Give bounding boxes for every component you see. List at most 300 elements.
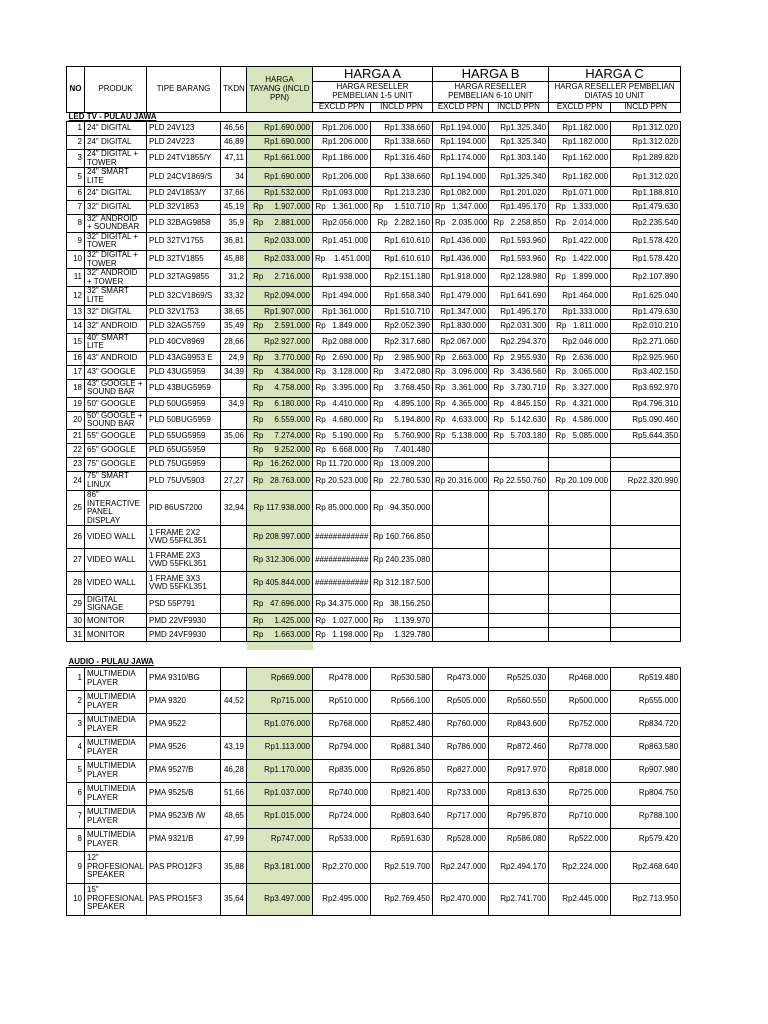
tkdn-value: 32,94 [221,491,247,526]
price-a-incld: Rp1.610.610 [371,232,433,250]
price-b-excld: Rp 20.316.000 [433,472,489,491]
price-c-excld: Rp1.182.000 [549,168,611,186]
item-type: PLD 32TV1755 [147,232,221,250]
tkdn-value: 34 [221,168,247,186]
price-b-excld: Rp 2.035.000 [433,214,489,232]
price-c-incld: Rp834.720 [611,713,681,736]
header-a-incld: INCLD PPN [371,103,433,113]
price-a-incld: Rp 240.235.080 [371,549,433,572]
table-row [67,883,681,915]
price-b-incld: Rp917.970 [489,759,549,782]
header-b-excld: EXCLD PPN [433,103,489,113]
price-b-excld [433,458,489,472]
price-a-excld: Rp1.206.000 [313,168,371,186]
price-a-incld: Rp1.510.710 [371,305,433,319]
row-no: 2 [67,690,85,713]
tkdn-value: 46,89 [221,136,247,150]
price-a-excld: Rp 1.027.000 [313,614,371,628]
price-a-excld: Rp 85.000.000 [313,491,371,526]
price-a-excld: Rp1.206.000 [313,122,371,136]
product-name: 32" DIGITAL [85,200,147,214]
tkdn-value: 34,9 [221,397,247,411]
price-c-excld [549,491,611,526]
price-a-excld: ############ [313,526,371,549]
price-b-excld: Rp 5.138.000 [433,430,489,444]
price-b-excld: Rp 2.663.000 [433,351,489,365]
table-row [67,305,681,319]
price-a-incld: Rp 5.760.900 [371,430,433,444]
price-a-excld: Rp 1.198.000 [313,628,371,642]
price-b-excld: Rp 4.633.000 [433,411,489,429]
table-row [67,136,681,150]
price-c-excld: Rp 4.586.000 [549,411,611,429]
price-c-incld: Rp2.468.640 [611,851,681,883]
price-c-incld: Rp4.796.310 [611,397,681,411]
price-b-excld [433,549,489,572]
price-tayang: Rp 1.425.000 [247,614,313,628]
row-no: 22 [67,444,85,458]
price-a-excld: Rp 1.361.000 [313,200,371,214]
header-sub-c: HARGA RESELLER PEMBELIAN DIATAS 10 UNIT [549,82,681,103]
price-c-excld: Rp778.000 [549,736,611,759]
product-name: 86" INTERACTIVE PANEL DISPLAY [85,491,147,526]
price-tayang: Rp2.927.000 [247,333,313,351]
item-type: PLD 40CV8969 [147,333,221,351]
price-b-incld: Rp1.495.170 [489,305,549,319]
price-c-excld: Rp 3.065.000 [549,365,611,379]
row-no: 13 [67,305,85,319]
price-c-incld: Rp2.271.060 [611,333,681,351]
spacer-cell [221,642,247,650]
tkdn-value: 31,2 [221,269,247,287]
row-no: 8 [67,828,85,851]
price-c-incld: Rp1.312.020 [611,136,681,150]
price-tayang: Rp 16.262.000 [247,458,313,472]
price-a-incld: Rp2.519.700 [371,851,433,883]
price-a-excld: Rp2.270.000 [313,851,371,883]
price-c-incld: Rp2.107.890 [611,269,681,287]
spacer-cell [85,650,147,658]
price-c-incld: Rp519.480 [611,667,681,690]
tkdn-value: 33,32 [221,287,247,305]
price-b-excld: Rp1.918.000 [433,269,489,287]
table-row [67,667,681,690]
table-row [67,411,681,429]
item-type: PLD 75UV5903 [147,472,221,491]
tkdn-value: 38,65 [221,305,247,319]
header-sub-b: HARGA RESELLER PEMBELIAN 6-10 UNIT [433,82,549,103]
item-type: PSD 55P791 [147,595,221,614]
item-type: PLD 32TV1855 [147,250,221,268]
row-no: 5 [67,168,85,186]
row-no: 24 [67,472,85,491]
tkdn-value: 48,65 [221,805,247,828]
row-no: 3 [67,713,85,736]
price-b-incld: Rp586.080 [489,828,549,851]
product-name: 32" DIGITAL + TOWER [85,250,147,268]
spacer-cell [433,642,489,650]
price-b-incld: Rp 3.730.710 [489,379,549,397]
price-tayang: Rp669.000 [247,667,313,690]
price-tayang: Rp 2.591.000 [247,319,313,333]
tkdn-value [221,713,247,736]
price-c-excld: Rp752.000 [549,713,611,736]
product-name: 24" DIGITAL + TOWER [85,150,147,168]
item-type: PAS PRO12F3 [147,851,221,883]
price-c-incld: Rp1.479.630 [611,200,681,214]
price-tayang: Rp1.690.000 [247,136,313,150]
price-a-excld: Rp 3.128.000 [313,365,371,379]
table-row [67,287,681,305]
price-c-incld: Rp5.644.350 [611,430,681,444]
product-name: 24" SMART LITE [85,168,147,186]
row-no: 30 [67,614,85,628]
price-a-incld: Rp 22.780.530 [371,472,433,491]
price-tayang: Rp 6.559.000 [247,411,313,429]
product-name: VIDEO WALL [85,526,147,549]
price-b-excld: Rp717.000 [433,805,489,828]
price-c-excld: Rp 1.333.000 [549,200,611,214]
price-b-incld: Rp2.741.700 [489,883,549,915]
price-b-incld: Rp2.031.300 [489,319,549,333]
row-no: 8 [67,214,85,232]
table-row [67,397,681,411]
spacer-cell [549,642,611,650]
price-a-excld: ############ [313,549,371,572]
spacer-cell [611,650,681,658]
price-b-incld: Rp 2.258.850 [489,214,549,232]
item-type: PMD 22VF9930 [147,614,221,628]
price-tayang: Rp2.094.000 [247,287,313,305]
table-row [67,186,681,200]
price-b-incld: Rp 5.703.180 [489,430,549,444]
price-a-incld: Rp1.338.660 [371,136,433,150]
price-c-excld [549,572,611,595]
price-c-excld: Rp500.000 [549,690,611,713]
product-name: MONITOR [85,614,147,628]
section-header-row [67,112,681,122]
price-c-incld: Rp3.402.150 [611,365,681,379]
header-harga-a: HARGA A [313,67,433,82]
spacer-cell [67,650,85,658]
row-no: 6 [67,186,85,200]
header-harga-b: HARGA B [433,67,549,82]
product-name: MULTIMEDIA PLAYER [85,805,147,828]
price-a-incld: Rp 1.510.710 [371,200,433,214]
item-type: 1 FRAME 2X3 VWD 55FKL351 [147,549,221,572]
price-b-excld: Rp473.000 [433,667,489,690]
price-b-incld: Rp813.630 [489,782,549,805]
product-name: MULTIMEDIA PLAYER [85,690,147,713]
product-name: 43" GOOGLE [85,365,147,379]
price-c-excld: Rp 1.899.000 [549,269,611,287]
price-a-excld: Rp835.000 [313,759,371,782]
price-c-excld: Rp468.000 [549,667,611,690]
price-b-incld [489,595,549,614]
item-type: PLD 32V1853 [147,200,221,214]
tkdn-value [221,444,247,458]
tkdn-value: 35,49 [221,319,247,333]
price-c-excld: Rp 2.636.000 [549,351,611,365]
row-no: 15 [67,333,85,351]
price-c-excld: Rp 3.327.000 [549,379,611,397]
price-tayang: Rp1.690.000 [247,122,313,136]
price-a-excld: Rp1.451.000 [313,232,371,250]
price-a-excld: Rp 11.720.000 [313,458,371,472]
row-no: 31 [67,628,85,642]
price-a-excld: Rp1.186.000 [313,150,371,168]
table-row [67,379,681,397]
price-tayang: Rp1.015.000 [247,805,313,828]
price-tayang: Rp 117.938.000 [247,491,313,526]
price-a-incld: Rp 1.139.970 [371,614,433,628]
product-name: MULTIMEDIA PLAYER [85,736,147,759]
price-tayang: Rp 4.384.000 [247,365,313,379]
table-row [67,214,681,232]
price-b-excld: Rp1.194.000 [433,122,489,136]
price-tayang: Rp 47.696.000 [247,595,313,614]
price-a-incld: Rp1.610.610 [371,250,433,268]
price-b-incld [489,614,549,628]
price-tayang: Rp 28.763.000 [247,472,313,491]
spacer-cell [371,642,433,650]
price-tayang: Rp 2.881.000 [247,214,313,232]
price-a-excld: Rp510.000 [313,690,371,713]
product-name: 32" DIGITAL [85,305,147,319]
table-row [67,713,681,736]
row-no: 1 [67,122,85,136]
price-tayang: Rp 7.274.000 [247,430,313,444]
product-name: DIGITAL SIGNAGE [85,595,147,614]
price-a-incld: Rp852.480 [371,713,433,736]
price-c-excld [549,549,611,572]
price-b-incld [489,572,549,595]
price-tayang: Rp3.181.000 [247,851,313,883]
price-tayang: Rp 9.252.000 [247,444,313,458]
row-no: 18 [67,379,85,397]
spacer-cell [221,650,247,658]
price-c-excld [549,614,611,628]
product-name: MULTIMEDIA PLAYER [85,828,147,851]
table-row [67,319,681,333]
price-c-excld: Rp2.046.000 [549,333,611,351]
row-no: 14 [67,319,85,333]
item-type: PLD 75UG5959 [147,458,221,472]
price-a-excld: Rp2.495.000 [313,883,371,915]
price-c-incld: Rp1.312.020 [611,168,681,186]
price-a-incld: Rp2.317.680 [371,333,433,351]
price-a-incld: Rp2.151.180 [371,269,433,287]
price-b-incld: Rp1.593.960 [489,250,549,268]
product-name: 65" GOOGLE [85,444,147,458]
price-c-incld [611,458,681,472]
price-a-excld: Rp2.088.000 [313,333,371,351]
price-c-incld: Rp5.090.460 [611,411,681,429]
header-tkdn: TKDN [221,67,247,113]
item-type: PMA 9522 [147,713,221,736]
row-no: 1 [67,667,85,690]
price-b-incld: Rp 2.955.930 [489,351,549,365]
price-c-incld [611,491,681,526]
table-row [67,628,681,642]
table-row [67,759,681,782]
row-no: 7 [67,805,85,828]
price-c-excld: Rp 2.014.000 [549,214,611,232]
product-name: 32" SMART LITE [85,287,147,305]
price-a-excld: Rp 5.190.000 [313,430,371,444]
row-no: 9 [67,851,85,883]
price-a-incld: Rp 2.985.900 [371,351,433,365]
price-b-excld [433,595,489,614]
table-row [67,491,681,526]
price-a-incld: Rp926.850 [371,759,433,782]
price-b-incld: Rp560.550 [489,690,549,713]
price-tayang: Rp 1.663.000 [247,628,313,642]
item-type: PLD 55UG5959 [147,430,221,444]
tkdn-value: 47,11 [221,150,247,168]
price-b-incld: Rp 4.845.150 [489,397,549,411]
price-tayang: Rp747.000 [247,828,313,851]
tkdn-value [221,379,247,397]
spacer-cell [247,650,313,658]
price-a-incld: Rp 3.768.450 [371,379,433,397]
price-c-incld: Rp3.692.970 [611,379,681,397]
tkdn-value [221,411,247,429]
product-name: 32" DIGITAL + TOWER [85,232,147,250]
product-name: MULTIMEDIA PLAYER [85,713,147,736]
price-a-excld: Rp768.000 [313,713,371,736]
price-tayang: Rp2.033.000 [247,232,313,250]
price-c-incld: Rp2.713.950 [611,883,681,915]
table-row [67,365,681,379]
row-no: 23 [67,458,85,472]
price-c-incld: Rp1.289.820 [611,150,681,168]
price-c-excld: Rp710.000 [549,805,611,828]
tkdn-value [221,628,247,642]
price-a-incld: Rp591.630 [371,828,433,851]
price-a-incld: Rp 13.009.200 [371,458,433,472]
table-row [67,572,681,595]
price-c-excld: Rp 20.109.000 [549,472,611,491]
price-a-incld: Rp2.769.450 [371,883,433,915]
price-list-table [66,66,681,916]
row-no: 6 [67,782,85,805]
tkdn-value [221,667,247,690]
price-tayang: Rp1.113.000 [247,736,313,759]
table-row [67,444,681,458]
price-b-excld [433,614,489,628]
product-name: 15" PROFESIONAL SPEAKER [85,883,147,915]
product-name: 50" GOOGLE + SOUND BAR [85,411,147,429]
spacer-cell [313,642,371,650]
table-row [67,168,681,186]
item-type: PMA 9527/B [147,759,221,782]
price-a-excld: Rp2.056.000 [313,214,371,232]
price-tayang: Rp1.076.000 [247,713,313,736]
price-b-excld: Rp786.000 [433,736,489,759]
spacer-cell [549,650,611,658]
price-c-excld: Rp 1.422.000 [549,250,611,268]
product-name: MULTIMEDIA PLAYER [85,782,147,805]
price-b-excld: Rp733.000 [433,782,489,805]
price-a-excld: Rp 6.668.000 [313,444,371,458]
price-a-incld: Rp1.338.660 [371,122,433,136]
price-b-excld [433,444,489,458]
tkdn-value [221,572,247,595]
price-tayang: Rp 6.180.000 [247,397,313,411]
item-type: PMA 9310/BG [147,667,221,690]
price-a-incld: Rp 312.187.500 [371,572,433,595]
item-type: PLD 43UG5959 [147,365,221,379]
price-c-incld: Rp1.312.020 [611,122,681,136]
price-c-incld: Rp1.188.810 [611,186,681,200]
table-row [67,458,681,472]
row-no: 9 [67,232,85,250]
row-no: 17 [67,365,85,379]
spacer-cell [489,650,549,658]
price-b-excld: Rp1.347.000 [433,305,489,319]
product-name: 24" DIGITAL [85,186,147,200]
price-tayang: Rp 3.770.000 [247,351,313,365]
price-c-incld: Rp579.420 [611,828,681,851]
price-tayang: Rp 1.907.000 [247,200,313,214]
tkdn-value: 45,19 [221,200,247,214]
price-b-excld: Rp 1.347.000 [433,200,489,214]
price-tayang: Rp 2.716.000 [247,269,313,287]
product-name: 40" SMART LITE [85,333,147,351]
tkdn-value: 24,9 [221,351,247,365]
row-no: 25 [67,491,85,526]
price-tayang: Rp1.690.000 [247,168,313,186]
item-type: PLD 32CV1869/S [147,287,221,305]
price-b-excld: Rp827.000 [433,759,489,782]
spacer-cell [247,642,313,650]
row-no: 29 [67,595,85,614]
table-row [67,526,681,549]
price-a-incld: Rp1.213.230 [371,186,433,200]
price-tayang: Rp1.532.000 [247,186,313,200]
price-b-excld: Rp2.247.000 [433,851,489,883]
price-a-excld: Rp740.000 [313,782,371,805]
table-row [67,122,681,136]
price-a-excld: Rp1.206.000 [313,136,371,150]
item-type: PLD 24TV1855/Y [147,150,221,168]
price-a-excld: Rp 34.375.000 [313,595,371,614]
row-no: 7 [67,200,85,214]
product-name: 32" ANDROID [85,319,147,333]
price-b-incld: Rp843.600 [489,713,549,736]
price-a-incld: Rp821.400 [371,782,433,805]
price-b-excld: Rp1.830.000 [433,319,489,333]
price-c-incld: Rp788.100 [611,805,681,828]
price-b-excld: Rp1.174.000 [433,150,489,168]
price-a-incld: Rp803.640 [371,805,433,828]
item-type: PLD 24CV1869/S [147,168,221,186]
tkdn-value: 46,56 [221,122,247,136]
price-b-excld: Rp1.436.000 [433,232,489,250]
item-type: PLD 24V223 [147,136,221,150]
row-no: 20 [67,411,85,429]
price-c-excld [549,444,611,458]
price-tayang: Rp1.170.000 [247,759,313,782]
header-b-incld: INCLD PPN [489,103,549,113]
price-b-excld: Rp1.194.000 [433,136,489,150]
item-type: PLD 43AG9953 E [147,351,221,365]
price-b-incld [489,458,549,472]
price-c-incld [611,549,681,572]
spacer-cell [489,642,549,650]
price-a-excld: ############ [313,572,371,595]
